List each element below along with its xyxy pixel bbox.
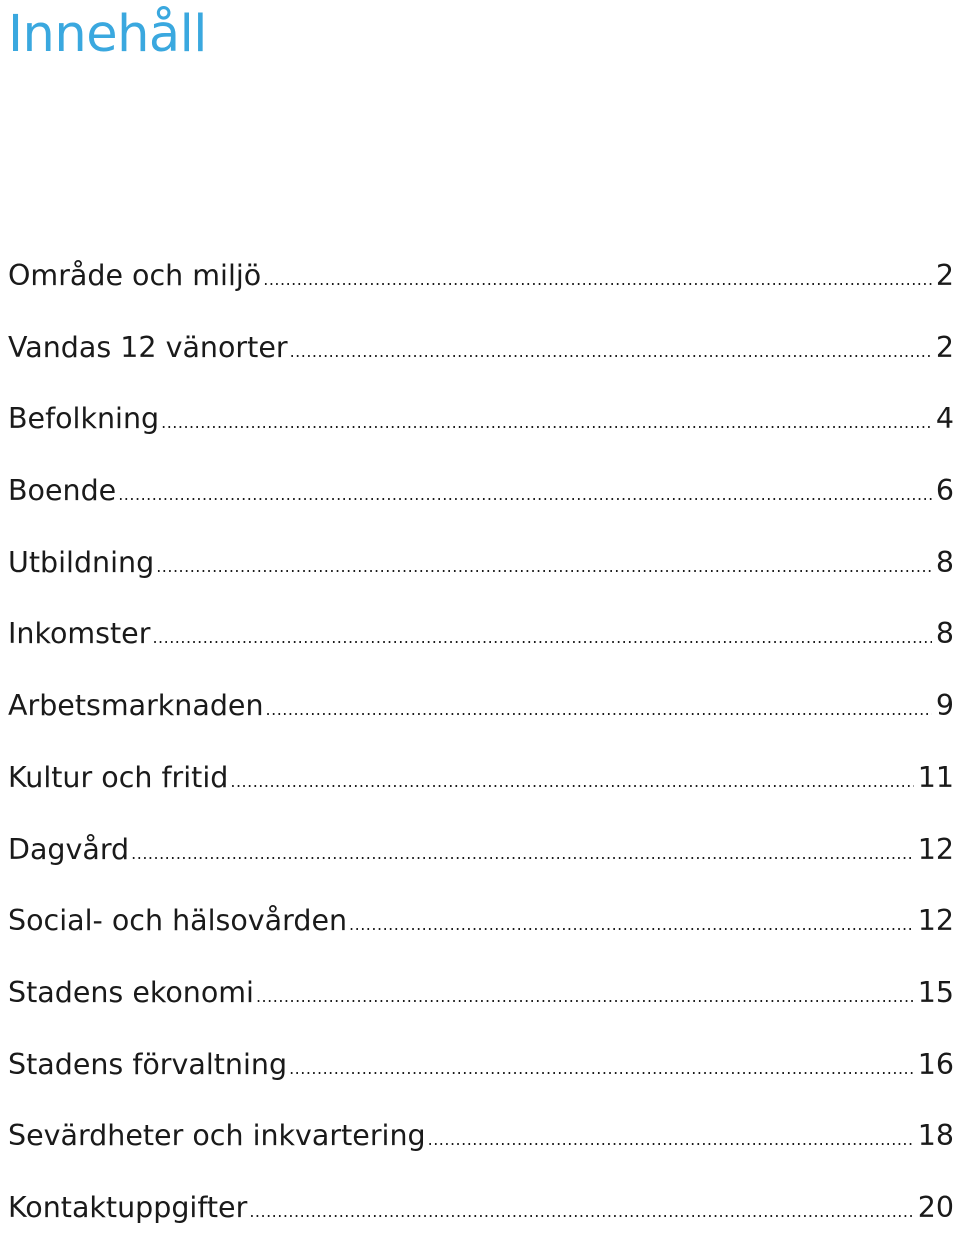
toc-entry-page-number: 15 <box>917 975 954 1009</box>
toc-entry-label: Kontaktuppgifter <box>8 1190 248 1224</box>
toc-entry-label: Vandas 12 vänorter <box>8 330 288 364</box>
toc-entry-page-number: 6 <box>935 474 954 508</box>
toc-entry-label: Arbetsmarknaden <box>8 689 264 723</box>
toc-entry-vandas-12-vanorter[interactable] <box>8 312 954 384</box>
toc-entry-sevardheter-och-inkvartering[interactable] <box>8 1100 954 1172</box>
toc-entry-label: Sevärdheter och inkvartering <box>8 1119 426 1153</box>
toc-entry-label: Befolkning <box>8 402 160 436</box>
toc-entry-inkomster[interactable] <box>8 598 954 670</box>
toc-entry-page-number: 8 <box>935 545 954 579</box>
toc-entry-stadens-forvaltning[interactable] <box>8 1029 954 1101</box>
toc-entry-stadens-ekonomi[interactable] <box>8 957 954 1029</box>
toc-entry-label: Inkomster <box>8 617 151 651</box>
toc-entry-boende[interactable] <box>8 455 954 527</box>
toc-entry-label: Område och miljö <box>8 259 262 292</box>
toc-entry-dagvard[interactable] <box>8 814 954 886</box>
toc-dot-leader <box>290 316 932 384</box>
toc-dot-leader <box>263 244 932 312</box>
page-title: Innehåll <box>8 5 207 64</box>
toc-dot-leader <box>152 602 931 670</box>
toc-entry-arbetsmarknaden[interactable] <box>8 670 954 742</box>
toc-entry-label: Social- och hälsovården <box>8 904 348 938</box>
toc-dot-leader <box>230 746 913 814</box>
toc-dot-leader <box>249 1176 913 1244</box>
toc-entry-label: Stadens förvaltning <box>8 1047 288 1081</box>
toc-entry-page-number: 9 <box>935 689 954 723</box>
toc-entry-kultur-och-fritid[interactable] <box>8 742 954 814</box>
toc-entry-social-och-halsovarden[interactable] <box>8 885 954 957</box>
toc-entry-page-number: 2 <box>935 259 954 292</box>
toc-dot-leader <box>256 961 914 1029</box>
toc-entry-label: Utbildning <box>8 545 155 579</box>
toc-entry-page-number: 8 <box>935 617 954 651</box>
toc-entry-label: Boende <box>8 474 117 508</box>
toc-entry-page-number: 18 <box>917 1119 954 1153</box>
toc-entry-utbildning[interactable] <box>8 527 954 599</box>
toc-dot-leader <box>289 1033 914 1101</box>
toc-dot-leader <box>161 387 932 455</box>
toc-entry-label: Kultur och fritid <box>8 760 229 794</box>
toc-entry-page-number: 11 <box>917 760 954 794</box>
toc-entry-kontaktuppgifter[interactable] <box>8 1172 954 1244</box>
table-of-contents <box>8 240 954 1244</box>
toc-entry-befolkning[interactable] <box>8 383 954 455</box>
toc-entry-page-number: 4 <box>935 402 954 436</box>
toc-entry-page-number: 20 <box>917 1190 954 1224</box>
toc-entry-page-number: 16 <box>917 1047 954 1081</box>
toc-dot-leader <box>428 1104 914 1172</box>
toc-entry-page-number: 2 <box>935 330 954 364</box>
toc-entry-page-number: 12 <box>917 832 954 866</box>
toc-entry-page-number: 12 <box>917 904 954 938</box>
toc-entry-omrade-och-miljo[interactable] <box>8 240 954 312</box>
toc-dot-leader <box>118 459 932 527</box>
toc-dot-leader <box>266 674 932 742</box>
toc-dot-leader <box>156 531 932 599</box>
toc-entry-label: Dagvård <box>8 832 130 866</box>
toc-dot-leader <box>349 889 914 957</box>
toc-dot-leader <box>131 818 914 886</box>
toc-entry-label: Stadens ekonomi <box>8 975 254 1009</box>
